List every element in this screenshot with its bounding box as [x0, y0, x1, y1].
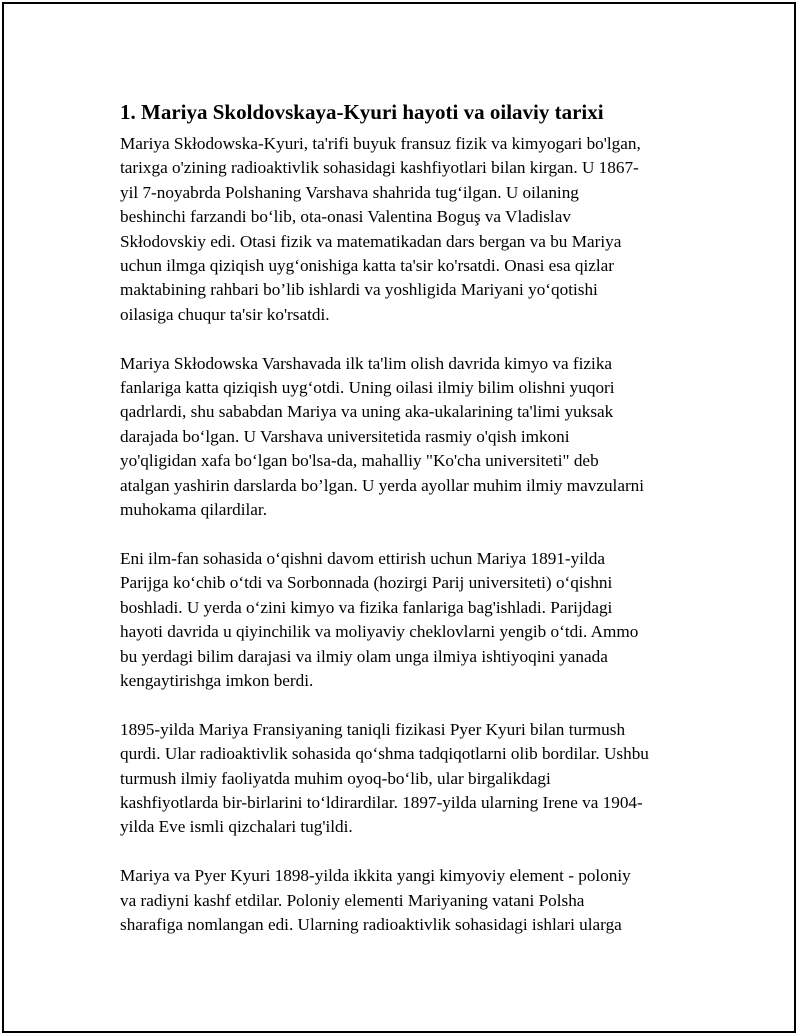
text-line: Mariya Skłodowska Varshavada ilk ta'lim olish davrida kimyo va fizika: [120, 353, 613, 373]
text-line: sharafiga nomlangan edi. Ularning radioaktivlik sohasidagi ishlari ularga: [120, 914, 622, 934]
text-line: kengaytirishga imkon berdi.: [120, 670, 314, 690]
document-body: [120, 98, 700, 962]
text-line: Mariya va Pyer Kyuri 1898-yilda ikkita yangi kimyoviy element - poloniy: [120, 866, 631, 886]
text-line: turmush ilmiy faoliyatda muhim oyoq-bo‘lib, ular birgalikdagi: [120, 768, 551, 788]
paragraph-5: [120, 864, 700, 937]
paragraph-2: [120, 352, 700, 523]
text-line: yil 7-noyabrda Polshaning Varshava shahrida tug‘ilgan. U oilaning: [120, 182, 579, 202]
text-line: Skłodovskiy edi. Otasi fizik va matematikadan dars bergan va bu Mariya: [120, 231, 622, 251]
text-line: kashfiyotlarda bir-birlarini to‘ldirardilar. 1897-yilda ularning Irene va 1904-: [120, 792, 643, 812]
text-line: atalgan yashirin darslarda bo’lgan. U yerda ayollar muhim ilmiy mavzularni: [120, 475, 645, 495]
text-line: darajada bo‘lgan. U Varshava universitetida rasmiy o'qish imkoni: [120, 426, 570, 446]
text-line: maktabining rahbari bo’lib ishlardi va yoshligida Mariyani yo‘qotishi: [120, 280, 598, 300]
paragraphs-container: [120, 132, 700, 937]
section-heading: 1. Mariya Skoldovskaya-Kyuri hayoti va oilaviy tarixi: [120, 100, 604, 124]
text-line: uchun ilmga qiziqish uyg‘onishiga katta ta'sir ko'rsatdi. Onasi esa qizlar: [120, 256, 615, 276]
text-line: Mariya Skłodowska-Kyuri, ta'rifi buyuk fransuz fizik va kimyogari bo'lgan,: [120, 134, 641, 153]
text-line: boshladi. U yerda o‘zini kimyo va fizika fanlariga bag'ishladi. Parijdagi: [120, 597, 613, 617]
page-frame: [2, 2, 796, 1033]
text-line: va radiyni kashf etdilar. Poloniy elementi Mariyaning vatani Polsha: [120, 890, 585, 910]
text-line: muhokama qilardilar.: [120, 500, 268, 520]
text-line: Parijga ko‘chib o‘tdi va Sorbonnada (hozirgi Parij universiteti) o‘qishni: [120, 573, 613, 593]
text-line: oilasiga chuqur ta'sir ko'rsatdi.: [120, 304, 330, 324]
text-line: qurdi. Ular radioaktivlik sohasida qo‘shma tadqiqotlarni olib bordilar. Ushbu: [120, 744, 649, 764]
text-line: qadrlardi, shu sababdan Mariya va uning aka-ukalarining ta'limi yuksak: [120, 402, 614, 422]
text-line: tarixga o'zining radioaktivlik sohasidagi kashfiyotlari bilan kirgan. U 1867-: [120, 158, 639, 178]
text-line: hayoti davrida u qiyinchilik va moliyaviy cheklovlarni yengib o‘tdi. Ammo: [120, 622, 639, 642]
text-line: bu yerdagi bilim darajasi va ilmiy olam unga ilmiya ishtiyoqini yanada: [120, 646, 608, 666]
text-line: 1895-yilda Mariya Fransiyaning taniqli fizikasi Pyer Kyuri bilan turmush: [120, 719, 626, 739]
paragraph-4: [120, 718, 700, 840]
paragraph-1: [120, 132, 700, 327]
paragraph-3: [120, 547, 700, 693]
text-line: beshinchi farzandi bo‘lib, ota-onasi Valentina Boguş va Vladislav: [120, 207, 571, 227]
text-line: Eni ilm-fan sohasida o‘qishni davom ettirish uchun Mariya 1891-yilda: [120, 548, 605, 568]
text-line: yo'qligidan xafa bo‘lgan bo'lsa-da, mahalliy "Ko'cha universiteti" deb: [120, 451, 599, 471]
text-line: fanlariga katta qiziqish uyg‘otdi. Uning oilasi ilmiy bilim olishni yuqori: [120, 378, 615, 398]
text-line: yilda Eve ismli qizchalari tug'ildi.: [120, 817, 353, 837]
